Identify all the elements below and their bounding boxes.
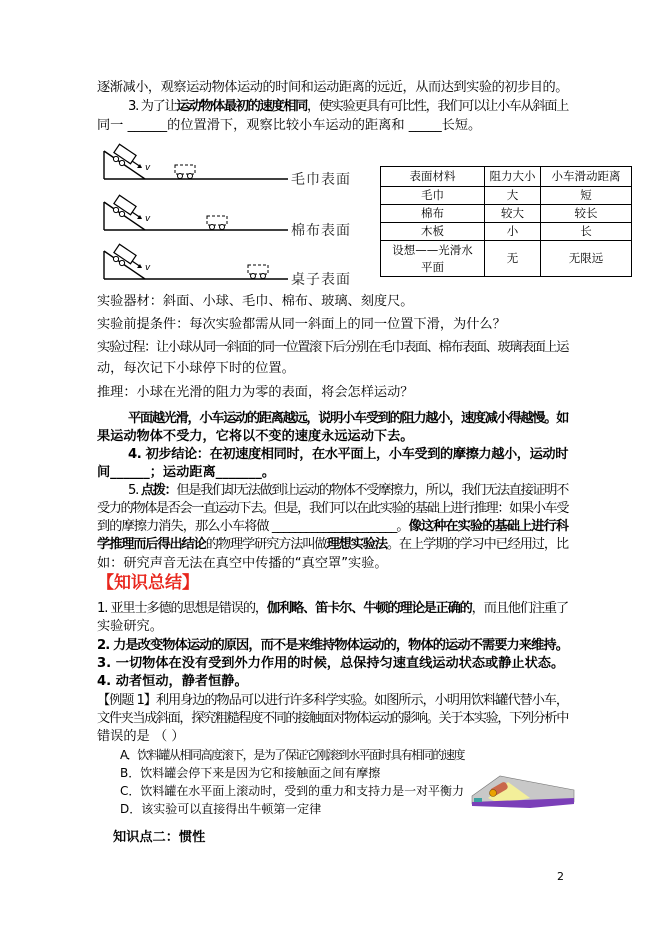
text: 推理：小球在光滑的阻力为零的表面，将会怎样运动？: [97, 385, 414, 400]
text: 到的摩擦力消失，那么小车将做 ______________________。: [97, 519, 409, 534]
text: 动，每次记下小球停下时的位置。: [97, 361, 295, 376]
table-cell: 棉布: [381, 205, 485, 223]
wheel: [251, 274, 256, 279]
line-content: [97, 360, 295, 378]
conclusion-line: [97, 555, 568, 573]
text: 实验器材：斜面、小球、毛巾、棉布、玻璃、刻度尺。: [97, 294, 414, 309]
line-content: [97, 428, 414, 446]
table-cell: 无限远: [541, 241, 632, 277]
line-content: [128, 446, 568, 464]
text: ，而且他们注重了: [471, 601, 569, 616]
wheel: [119, 260, 124, 265]
line-content: [97, 464, 275, 482]
wheel: [119, 211, 124, 216]
text: 。在上学期的学习中已经用过，比: [386, 537, 569, 552]
line-content: [97, 117, 481, 135]
line-content: [120, 800, 321, 818]
line-content: [97, 618, 163, 636]
bold-text: 4. 动者恒动，静者恒静。: [97, 674, 248, 689]
table-row: [381, 187, 632, 205]
text: C．饮料罐在水平面上滚动时，受到的重力和支持力是一对平衡力: [120, 784, 465, 798]
table-header-row: [381, 167, 632, 187]
text: 1. 亚里士多德的思想是错误的，: [97, 601, 267, 616]
line-content: [97, 728, 185, 746]
surface-label: 毛巾表面: [291, 172, 351, 188]
intro-line: [97, 117, 568, 135]
wheel: [220, 225, 225, 230]
wheel: [261, 274, 266, 279]
line-content: [97, 673, 248, 691]
summary-heading: 【知识总结】: [97, 573, 199, 593]
wheel: [113, 256, 118, 261]
text: 文件夹当成斜面，探究粗糙程度不同的接触面对物体运动的影响。关于本实验，下列分析中: [97, 711, 568, 726]
table-cell: 毛巾: [381, 187, 485, 205]
intro-line: [97, 79, 568, 97]
line-content: [97, 555, 388, 573]
velocity-label: v: [145, 263, 151, 273]
table-cell: 长: [541, 223, 632, 241]
example-line: [97, 710, 568, 728]
line-content: [97, 710, 568, 728]
bold-text: 运动物体最初的速度相同: [176, 99, 307, 114]
example-line: [120, 800, 464, 818]
bold-text: 伽利略、笛卡尔、牛顿的理论是正确的: [266, 601, 472, 616]
conclusion-line: [97, 536, 568, 554]
dashed-cart-stop-position: [248, 265, 268, 274]
text: 实验研究。: [97, 619, 163, 634]
table-header-cell: 表面材料: [381, 167, 485, 187]
bold-text: 间______；运动距离_______。: [97, 465, 276, 480]
example-line: [97, 728, 568, 746]
wheel: [119, 160, 124, 165]
conclusion-line: [97, 428, 568, 446]
line-content: [120, 782, 464, 800]
conclusion-line: [97, 500, 568, 518]
wheel: [188, 174, 193, 179]
wheel: [113, 156, 118, 161]
bold-text: 3. 一切物体在没有受到外力作用的时候，总保持匀速直线运动状态或静止状态。: [97, 656, 565, 671]
experiment-line: [97, 360, 568, 378]
text: D．该实验可以直接得出牛顿第一定律: [120, 802, 322, 816]
line-content: [128, 482, 568, 500]
section2-title: 知识点二：惯性: [113, 830, 206, 845]
line-content: [97, 655, 564, 673]
conclusion-line: [128, 482, 568, 500]
text: 受力的物体是否会一直运动下去。但是，我们可以在此实验的基础上进行推理：如果小车受: [97, 501, 568, 516]
wheel: [210, 225, 215, 230]
bold-text: 点拨：: [140, 483, 177, 498]
text: 3. 为了让: [128, 99, 177, 114]
bold-text: 果运动物体不受力，它将以不变的速度永远运动下去。: [97, 429, 414, 444]
wheel: [178, 174, 183, 179]
conclusion-line: [97, 518, 568, 536]
bold-text: 2. 力是改变物体运动的原因，而不是来维持物体运动的，物体的运动不需要力来维持。: [97, 638, 568, 653]
table-row: [381, 241, 632, 277]
line-content: [97, 339, 568, 357]
line-content: [97, 500, 568, 518]
text: 逐渐减小，观察运动物体运动的时间和运动距离的远近，从而达到实验的初步目的。: [97, 80, 568, 95]
table-header-cell: 小车滑动距离: [541, 167, 632, 187]
line-content: [97, 637, 568, 655]
table-cell: 短: [541, 187, 632, 205]
line-content: [97, 692, 568, 710]
dashed-cart-stop-position: [175, 165, 195, 174]
text: 【例题 1】利用身边的物品可以进行许多科学实验。如图所示，小明用饮料罐代替小车，: [97, 693, 568, 708]
text: 的物理学研究方法叫做: [205, 537, 327, 552]
conclusion-line: [128, 410, 568, 428]
text: 同一 ______的位置滑下，观察比较小车运动的距离和 _____长短。: [97, 118, 482, 133]
table-cell: 较长: [541, 205, 632, 223]
line-content: [97, 384, 414, 402]
example-line: [120, 782, 464, 800]
text: 实验前提条件：每次实验都需从同一斜面上的同一位置下滑，为什么？: [97, 317, 506, 332]
line-content: [97, 293, 414, 311]
line-content: [120, 764, 380, 782]
experiment-line: [97, 316, 568, 334]
bold-text: 4. 初步结论：在初速度相同时，在水平面上，小车受到的摩擦力越小，运动时: [128, 447, 568, 462]
line-content: [97, 600, 568, 618]
conclusion-line: [97, 464, 568, 482]
can-on-ramp-image: [470, 768, 575, 808]
table-cell: 无: [485, 241, 541, 277]
line-content: [97, 536, 568, 554]
conclusion-line: [128, 446, 568, 464]
table-cell: 较大: [485, 205, 541, 223]
friction-experiment-figure: [95, 143, 360, 293]
experiment-line: [97, 293, 568, 311]
table-row: [381, 223, 632, 241]
experiment-line: [97, 339, 568, 357]
velocity-label: v: [145, 163, 151, 173]
example-line: [97, 692, 568, 710]
dashed-cart-stop-position: [207, 216, 227, 225]
text: B．饮料罐会停下来是因为它和接触面之间有摩擦: [120, 766, 381, 780]
surface-label: 棉布表面: [291, 223, 351, 239]
intro-line: [128, 98, 568, 116]
table-cell: 小: [485, 223, 541, 241]
line-content: [120, 746, 464, 764]
line-content: [128, 98, 568, 116]
line-content: [128, 410, 568, 428]
table-cell: 大: [485, 187, 541, 205]
line-content: [97, 79, 568, 97]
example-line: [120, 746, 464, 764]
text: 如：研究声音无法在真空中传播的“真空罩”实验。: [97, 556, 388, 571]
summary-line: [97, 618, 568, 636]
text: 但是我们却无法做到让运动的物体不受摩擦力，所以，我们无法直接证明不: [176, 483, 569, 498]
surface-label: 桌子表面: [291, 272, 351, 288]
summary-line: [97, 673, 568, 691]
summary-line: [97, 600, 568, 618]
page-number: 2: [557, 870, 564, 883]
text: A．饮料罐从相同高度滚下，是为了保证它刚滚到水平面时具有相同的速度: [120, 748, 464, 762]
bold-text: 学推理而后得出结论: [97, 537, 206, 552]
table-header-cell: 阻力大小: [485, 167, 541, 187]
bold-text: 平面越光滑，小车运动的距离越远，说明小车受到的阻力越小，速度减小得越慢。如: [128, 411, 568, 426]
wheel: [113, 207, 118, 212]
summary-line: [97, 655, 568, 673]
example-line: [120, 764, 464, 782]
friction-results-table: [380, 166, 632, 277]
line-content: [97, 316, 506, 334]
table-cell: 设想——光滑水平面: [381, 241, 485, 277]
velocity-label: v: [145, 214, 151, 224]
text: ，使实验更具有可比性，我们可以让小车从斜面上: [306, 99, 569, 114]
table-cell: 木板: [381, 223, 485, 241]
text: 5.: [128, 483, 141, 498]
text: 错误的是 （ ）: [97, 729, 185, 744]
summary-line: [97, 637, 568, 655]
bold-text: 理想实验法: [326, 537, 387, 552]
experiment-line: [97, 384, 568, 402]
line-content: [97, 518, 568, 536]
bold-text: 像这种在实验的基础上进行科: [408, 519, 568, 534]
table-row: [381, 205, 632, 223]
text: 实验过程：让小球从同一斜面的同一位置滚下后分别在毛巾表面、棉布表面、玻璃表面上运: [97, 340, 568, 355]
